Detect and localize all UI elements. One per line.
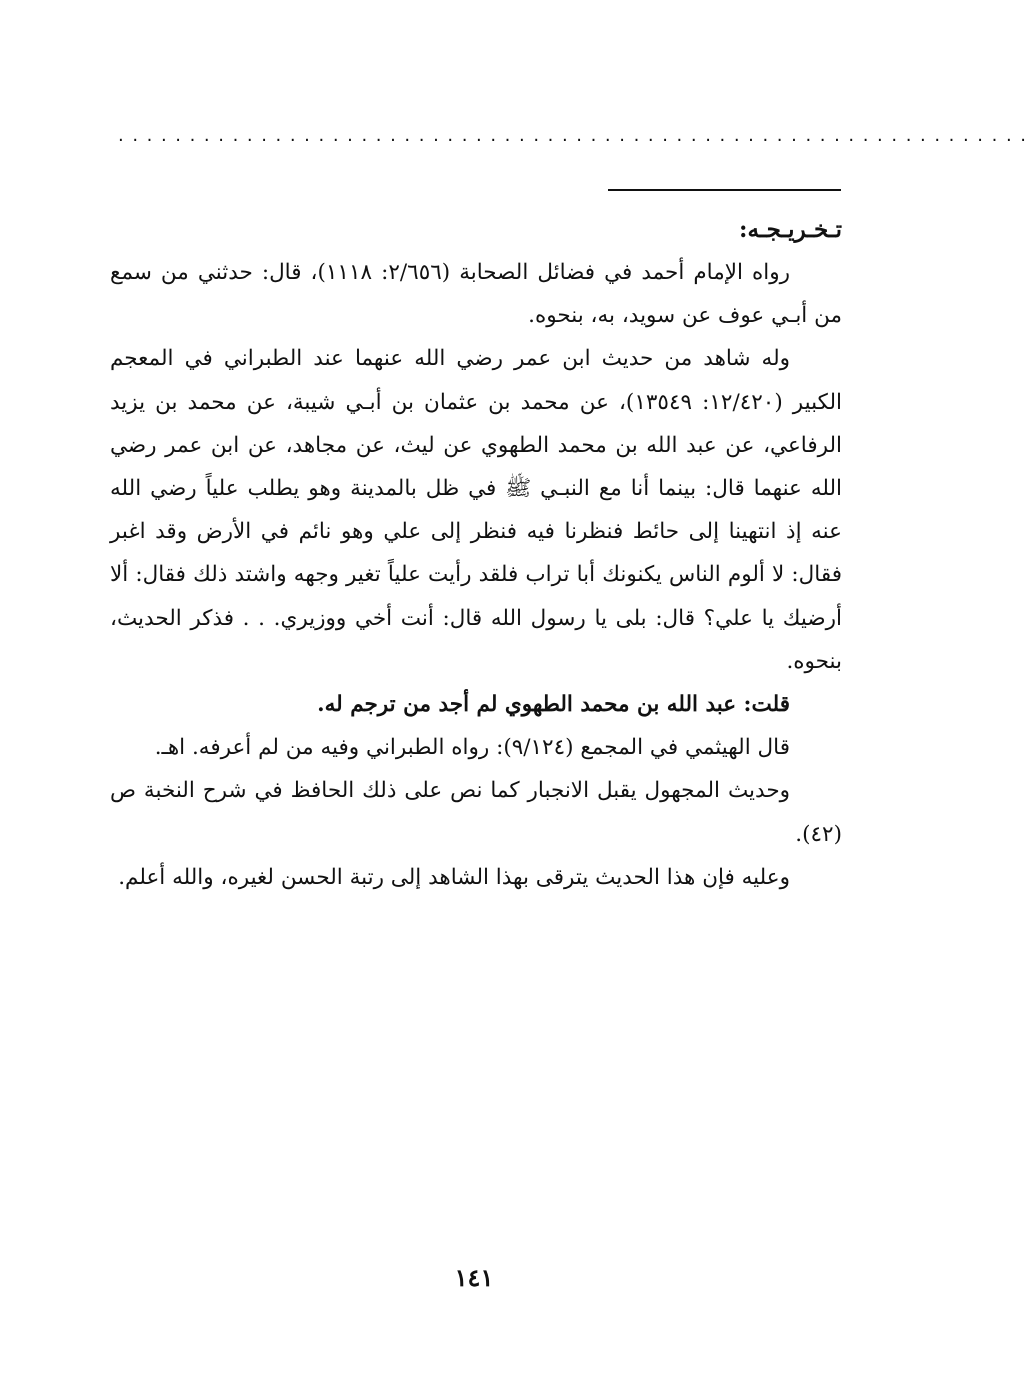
paragraph-majhul: وحديث المجهول يقبل الانجبار كما نص على ذلك الحافظ في شرح النخبة ص (٤٢). [110,778,842,847]
paragraph-shahid: وله شاهد من حديث ابن عمر رضي الله عنهما عند الطبراني في المعجم الكبير (١٢/٤٢٠: ١٣٥٤٩)، عن محمد بن عثمان بن أبـي شيبة، عن محمد بن يزيد الرفاعي، عن عبد الله بن محمد الطهوي عن ليث، عن مجاهد، عن ابن عمر رضي الله عنهما قال: بينما أنا مع النبـي ﷺ في ظل بالمدينة وهو يطلب علياً رضي الله عنه إذ انتهينا إلى حائط فنظرنا فيه فنظر إلى علي وهو نائم في الأرض وقد اغبر فقال: لا ألوم الناس يكنونك أبا تراب فلقد رأيت علياً تغير وجهه واشتد ذلك فقال: ألا أرضيك يا علي؟ قال: بلى يا رسول الله قال: أنت أخي ووزيري. . . فذكر الحديث، بنحوه. [110,346,843,674]
section-heading: تـخـريـجـه: [739,216,842,243]
paragraph-qultu: قلت: عبد الله بن محمد الطهوي لم أجد من ترجم له. [317,692,790,718]
main-text [110,208,842,899]
dotted-separator: ................................................................ [118,125,1035,146]
paragraph-haythami: قال الهيثمي في المجمع (٩/١٢٤): رواه الطبراني وفيه من لم أعرفه. اهـ. [154,735,790,761]
footnote-rule [608,189,841,191]
paragraph-conclusion: وعليه فإن هذا الحديث يترقى بهذا الشاهد إلى رتبة الحسن لغيره، والله أعلم. [118,864,790,890]
page-number: ١٤١ [454,1263,494,1292]
paragraph-ahmad: رواه الإمام أحمد في فضائل الصحابة (٢/٦٥٦: ١١١٨)، قال: حدثني من سمع من أبـي عوف عن سويد، به، بنحوه. [110,260,842,329]
